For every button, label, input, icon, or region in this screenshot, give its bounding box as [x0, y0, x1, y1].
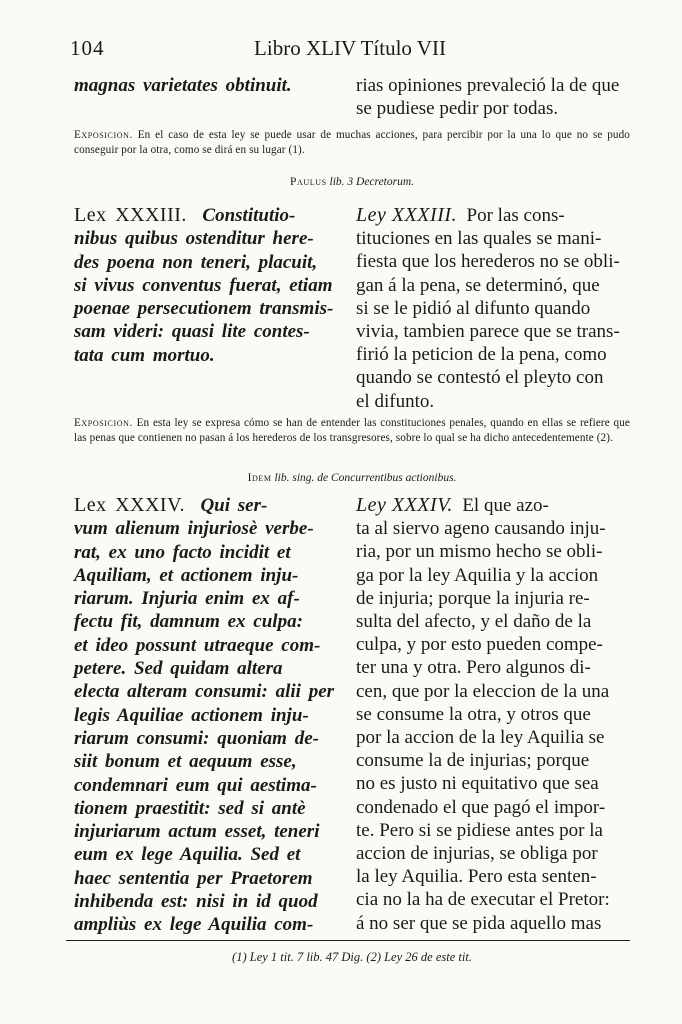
latin-line: vum alienum injuriosè verbe-: [74, 518, 314, 540]
spanish-line: quando se contestó el pleyto con: [356, 367, 604, 389]
source-author: Paulus: [289, 176, 327, 188]
spanish-line: te. Pero si se pidiese antes por la: [356, 819, 603, 841]
spanish-line: sulta del afecto, y el daño de la: [356, 611, 592, 633]
spanish-line: ga por la ley Aquilia y la accion: [356, 564, 599, 586]
latin-line: electa alteram consumi: alii per: [74, 681, 335, 703]
source-ref: lib. 3 Decretorum.: [329, 176, 415, 188]
latin-line: fectu fit, damnum ex culpa:: [74, 611, 303, 633]
page-header: [70, 36, 630, 64]
spanish-line: culpa, y por esto pueden compe-: [356, 634, 603, 656]
spanish-line: ta al siervo ageno causando inju-: [356, 518, 606, 540]
latin-line: si vivus conventus fuerat, etiam: [74, 274, 333, 296]
latin-line: haec sententia per Praetorem: [74, 867, 313, 889]
spanish-line: se pudiese pedir por todas.: [356, 98, 559, 120]
spanish-line: de injuria; porque la injuria re-: [356, 587, 590, 609]
latin-line: des poena non teneri, placuit,: [74, 251, 318, 273]
lex-34-heading: Lex XXXIV.: [74, 494, 185, 516]
ley-33-heading: Ley XXXIII.: [356, 204, 458, 226]
spanish-line: se consume la otra, y otros que: [356, 703, 591, 725]
latin-line: riarum consumi: quoniam de-: [74, 727, 319, 749]
page-number: 104: [70, 36, 105, 60]
latin-line: riarum. Injuria enim ex af-: [74, 588, 300, 610]
latin-line: tionem praestitit: sed si antè: [74, 797, 306, 819]
lex-33-latin: [74, 204, 342, 367]
spanish-line: rias opiniones prevaleció la de que: [356, 75, 620, 96]
exposicion-2: [74, 416, 630, 446]
spanish-line: por la accion de la ley Aquilia se: [356, 727, 605, 749]
latin-line: legis Aquiliae actionem inju-: [74, 704, 309, 726]
latin-line: nibus quibus ostenditur here-: [74, 228, 314, 250]
spanish-line: la ley Aquilia. Pero esta senten-: [356, 866, 597, 888]
spanish-line: gan á la pena, se determinó, que: [356, 274, 600, 296]
spanish-continuation: [356, 74, 628, 120]
spanish-line: Por las cons-: [466, 205, 565, 226]
spanish-line: vivia, tambien parece que se trans-: [356, 321, 620, 343]
spanish-line: ria, por un mismo hecho se obli-: [356, 541, 603, 563]
source-ref: lib. sing. de Concurrentibus actionibus.: [274, 472, 457, 484]
source-citation-1: [74, 176, 630, 188]
latin-line: inhibenda est: nisi in id quod: [74, 891, 318, 913]
exposicion-label: Exposicion.: [74, 417, 133, 429]
source-citation-2: [74, 472, 630, 484]
spanish-line: á no ser que se pida aquello mas: [356, 912, 602, 934]
running-title: Libro XLIV Título VII: [254, 36, 446, 60]
latin-line: condemnari eum qui aestima-: [74, 774, 317, 796]
latin-line: et ideo possunt utraeque com-: [74, 634, 321, 656]
latin-line: petere. Sed quidam altera: [74, 658, 283, 680]
spanish-line: el difunto.: [356, 390, 435, 412]
spanish-line: si se le pidió al difunto quando: [356, 297, 591, 319]
latin-continuation: [74, 74, 342, 97]
latin-line: siit bonum et aequum esse,: [74, 751, 297, 773]
latin-line: sam videri: quasi lite contes-: [74, 321, 310, 343]
spanish-line: fiesta que los herederos no se obli-: [356, 251, 620, 273]
lex-33-heading: Lex XXXIII.: [74, 204, 187, 226]
spanish-line: tituciones en las quales se mani-: [356, 228, 602, 250]
ley-34-heading: Ley XXXIV.: [356, 494, 453, 516]
source-author: Idem: [247, 472, 272, 484]
latin-line: Aquiliam, et actionem inju-: [74, 564, 299, 586]
latin-line: injuriarum actum esset, teneri: [74, 821, 320, 843]
ley-34-spanish: [356, 494, 628, 935]
exposicion-text: En esta ley se expresa cómo se han de entender las constituciones penales, quando en ellas se refiere que las penas que contienen no pasan á los herederos de los transgresores, sobre lo qual se ha dicho antecedentemente (2).: [74, 417, 630, 444]
latin-line: Constitutio-: [202, 205, 296, 226]
footnotes: (1) Ley 1 tit. 7 lib. 47 Dig. (2) Ley 26 de este tit.: [232, 950, 472, 964]
spanish-line: no es justo ni equitativo que sea: [356, 773, 599, 795]
spanish-line: cen, que por la eleccion de la una: [356, 680, 610, 702]
exposicion-label: Exposicion.: [74, 129, 133, 141]
latin-line: poenae persecutionem transmis-: [74, 298, 334, 320]
latin-line: magnas varietates obtinuit.: [74, 75, 292, 96]
spanish-line: consume la de injurias; porque: [356, 750, 590, 772]
spanish-line: firió la peticion de la pena, como: [356, 344, 607, 366]
latin-line: Qui ser-: [200, 495, 268, 516]
footnote-rule: [66, 940, 630, 941]
ley-33-spanish: [356, 204, 628, 413]
latin-line: tata cum mortuo.: [74, 344, 215, 366]
exposicion-1: [74, 128, 630, 158]
spanish-line: El que azo-: [462, 495, 549, 516]
spanish-line: ter una y otra. Pero algunos di-: [356, 657, 591, 679]
latin-line: ampliùs ex lege Aquilia com-: [74, 914, 314, 936]
spanish-line: cia no la ha de executar el Pretor:: [356, 889, 610, 911]
spanish-line: condenado el que pagó el impor-: [356, 796, 606, 818]
exposicion-text: En el caso de esta ley se puede usar de muchas acciones, para percibir por la una lo que no se pudo conseguir por la otra, como se dirá en su lugar (1).: [74, 129, 630, 156]
lex-34-latin: [74, 494, 342, 937]
latin-line: rat, ex uno facto incidit et: [74, 541, 291, 563]
spanish-line: accion de injurias, se obliga por: [356, 843, 598, 865]
latin-line: eum ex lege Aquilia. Sed et: [74, 844, 301, 866]
